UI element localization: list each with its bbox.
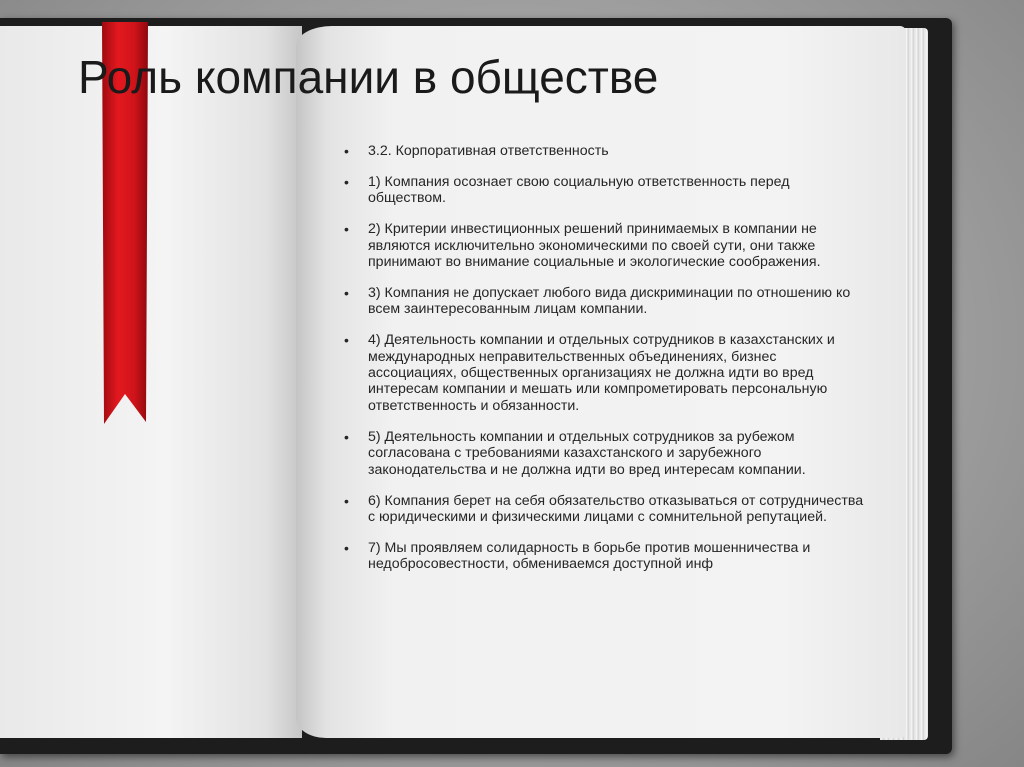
list-item-text: 2) Критерии инвестиционных решений принимаемых в компании не являются исключительно экономическими по своей сути, они также принимают во внимание социальные и экологические соображения. (368, 221, 821, 271)
list-item-text: 7) Мы проявляем солидарность в борьбе против мошенничества и недобросовестности, обмениваемся доступной инф (368, 539, 811, 573)
list-item (344, 540, 864, 573)
list-item (344, 174, 864, 207)
list-item (344, 285, 864, 318)
bullet-icon: • (344, 492, 349, 509)
list-item-text: 1) Компания осознает свою социальную ответственность перед обществом. (368, 173, 790, 207)
list-item (344, 332, 864, 414)
book-left-page (0, 26, 302, 738)
list-item-text: 4) Деятельность компании и отдельных сотрудников в казахстанских и международных неправительственных объединениях, бизнес ассоциациях, общественных организациях не должна идти во вред интересам компании и мешать или компрометировать персональную ответственность и обязанности. (368, 332, 835, 414)
content-list (344, 143, 864, 587)
list-item-text: 6) Компания берет на себя обязательство отказываться от сотрудничества с юридическими и физическими лицами с сомнительной репутацией. (368, 492, 864, 525)
list-item (344, 493, 864, 526)
bullet-icon: • (344, 173, 349, 190)
bullet-icon: • (344, 539, 349, 556)
list-item (344, 221, 864, 270)
bullet-icon: • (344, 428, 349, 445)
page-title: Роль компании в обществе (78, 51, 659, 103)
bullet-icon: • (344, 332, 349, 349)
list-item-text: 3.2. Корпоративная ответственность (368, 143, 609, 159)
list-item-text: 3) Компания не допускает любого вида дискриминации по отношению ко всем заинтересованным лицам компании. (368, 284, 851, 318)
bullet-icon: • (344, 143, 349, 159)
list-item (344, 429, 864, 478)
list-item (344, 143, 864, 159)
list-item-text: 5) Деятельность компании и отдельных сотрудников за рубежом согласована с требованиями казахстанского и зарубежного законодательства и не должна идти во вред интересам компании. (368, 428, 806, 478)
bullet-icon: • (344, 284, 349, 301)
bullet-icon: • (344, 221, 349, 238)
